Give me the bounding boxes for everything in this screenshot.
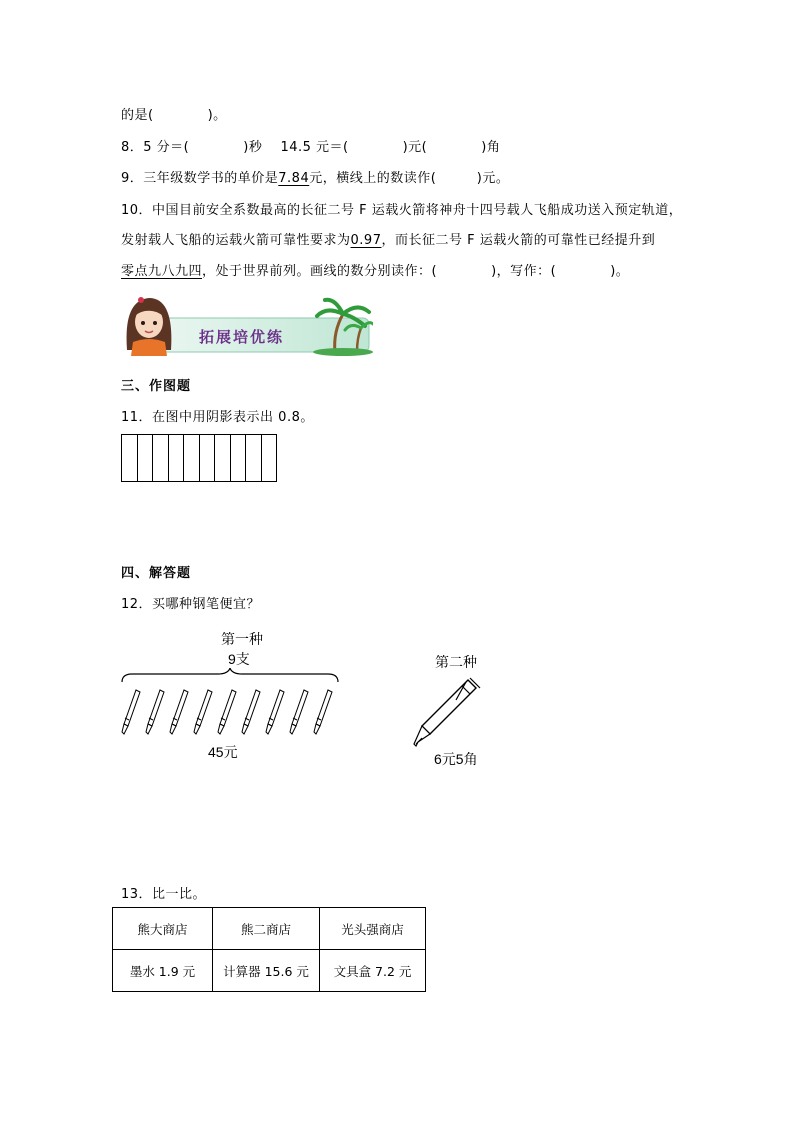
grid-cell[interactable] <box>153 435 169 481</box>
table-cell: 墨水 1.9 元 <box>113 950 213 992</box>
table-header-cell: 光头强商店 <box>320 908 426 950</box>
table-header-cell: 熊二商店 <box>213 908 320 950</box>
fountain-pen-icon <box>266 690 284 734</box>
banner-title: 拓展培优练 <box>199 328 285 346</box>
table-row <box>113 950 426 992</box>
grid-cell[interactable] <box>200 435 216 481</box>
grid-cell[interactable] <box>122 435 138 481</box>
fountain-pen-icon <box>290 690 308 734</box>
question-10-line-2 <box>121 229 655 248</box>
single-pen-figure <box>410 676 482 750</box>
question-11: 11．在图中用阴影表示出 0.8。 <box>121 410 314 425</box>
question-10-text: 发射载人飞船的运载火箭可靠性要求为 <box>121 233 351 248</box>
table-row <box>113 908 426 950</box>
grid-cell[interactable] <box>231 435 247 481</box>
grid-cell[interactable] <box>215 435 231 481</box>
table-cell: 文具盒 7.2 元 <box>320 950 426 992</box>
grid-cell[interactable] <box>138 435 154 481</box>
table-cell: 计算器 15.6 元 <box>213 950 320 992</box>
first-type-label: 第一种 <box>221 631 263 647</box>
question-13: 13．比一比。 <box>121 887 207 902</box>
fountain-pen-icon <box>146 690 164 734</box>
question-8: 8．5 分＝( )秒 14.5 元＝( )元( )角 <box>121 140 501 155</box>
table-header-cell: 熊大商店 <box>113 908 213 950</box>
shading-grid[interactable] <box>121 434 277 482</box>
section-banner <box>121 292 373 356</box>
fountain-pen-icon <box>414 678 480 746</box>
fountain-pen-icon <box>242 690 260 734</box>
question-9-text: 9．三年级数学书的单价是 <box>121 171 279 186</box>
fountain-pen-icon <box>218 690 236 734</box>
second-type-price: 6元5角 <box>434 751 478 767</box>
question-10-line-3 <box>121 260 629 279</box>
second-type-label: 第二种 <box>435 654 477 670</box>
question-10-text-end: ，而长征二号 F 运载火箭的可靠性已经提升到 <box>381 233 656 248</box>
grid-cell[interactable] <box>262 435 277 481</box>
brace-icon <box>122 668 338 682</box>
girl-illustration <box>127 297 172 356</box>
question-12: 12．买哪种钢笔便宜？ <box>121 597 261 612</box>
fountain-pen-icon <box>170 690 188 734</box>
fountain-pen-icon <box>194 690 212 734</box>
fountain-pen-icon <box>122 690 140 734</box>
underlined-number: 0.97 <box>350 233 382 248</box>
question-10-text-end: ，处于世界前列。画线的数分别读作：( )，写作：( )。 <box>202 264 630 279</box>
underlined-number: 零点九八九四 <box>121 264 203 279</box>
section-4-title: 四、解答题 <box>121 566 192 581</box>
section-3-title: 三、作图题 <box>121 379 192 394</box>
fountain-pen-icon <box>314 690 332 734</box>
question-9-text-end: 元，横线上的数读作( )元。 <box>309 171 510 186</box>
grid-cell[interactable] <box>169 435 185 481</box>
grid-cell[interactable] <box>184 435 200 481</box>
question-10-line-1: 10．中国目前安全系数最高的长征二号 F 运载火箭将神舟十四号载人飞船成功送入预定轨道， <box>121 203 683 218</box>
underlined-number: 7.84 <box>278 171 310 186</box>
question-7-tail: 的是( )。 <box>121 108 227 123</box>
pens-group-figure <box>118 668 344 740</box>
grid-cell[interactable] <box>246 435 262 481</box>
first-type-count: 9支 <box>228 651 250 667</box>
question-9 <box>121 167 509 186</box>
store-comparison-table <box>112 907 426 992</box>
first-type-price: 45元 <box>208 744 238 760</box>
